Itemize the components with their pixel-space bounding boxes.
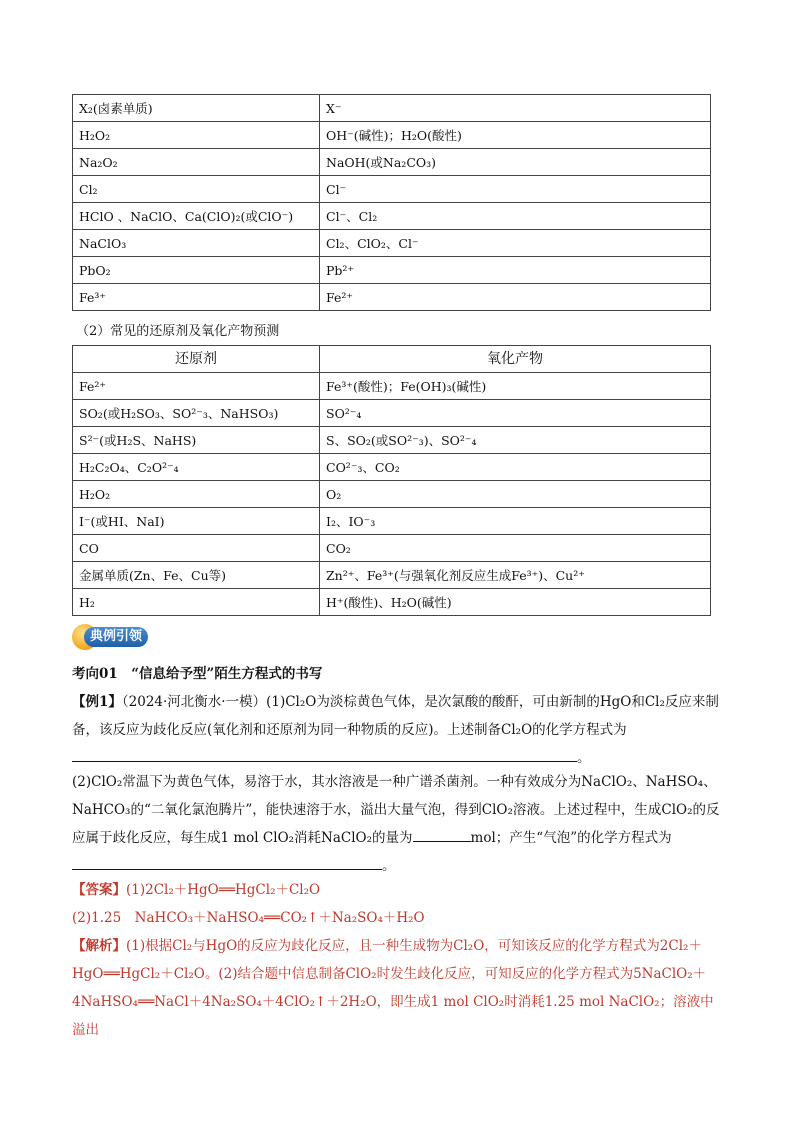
punct: 。 [382, 858, 396, 874]
table-cell-product: Fe³⁺(酸性)；Fe(OH)₃(碱性) [320, 373, 711, 400]
table-cell-reactant: CO [73, 535, 320, 562]
table-cell-reactant: X₂(卤素单质) [73, 95, 320, 122]
table-cell-reactant: Fe²⁺ [73, 373, 320, 400]
header-reductant: 还原剂 [73, 346, 320, 373]
table-cell-product: Pb²⁺ [320, 257, 711, 284]
table-cell-reactant: Cl₂ [73, 176, 320, 203]
table-row [73, 508, 711, 535]
table-cell-product: S、SO₂(或SO²⁻₃)、SO²⁻₄ [320, 427, 711, 454]
table-cell-product: Cl⁻、Cl₂ [320, 203, 711, 230]
table-cell-product: Fe²⁺ [320, 284, 711, 311]
answer-line-2: (2)1.25 NaHCO₃＋NaHSO₄══CO₂↑＋Na₂SO₄＋H₂O [72, 910, 425, 926]
example-source: （2024·河北衡水·一模） [121, 694, 267, 710]
table-cell-reactant: I⁻(或HI、NaI) [73, 508, 320, 535]
table-cell-reactant: NaClO₃ [73, 230, 320, 257]
topic-title: “信息给予型”陌生方程式的书写 [131, 666, 323, 682]
table-row [73, 373, 711, 400]
header-oxidation-product: 氧化产物 [320, 346, 711, 373]
example-question-part2 [72, 768, 722, 880]
answer-text-1: (1)2Cl₂＋HgO══HgCl₂＋Cl₂O [126, 882, 321, 898]
analysis-text: (1)根据Cl₂与HgO的反应为歧化反应，且一种生成物为Cl₂O，可知该反应的化学方程式为2Cl₂＋HgO══HgCl₂＋Cl₂O。(2)结合题中信息制备ClO₂时发生歧化反应，可知反应的化学方程式为5NaClO₂＋4NaHSO₄══NaCl＋4Na₂SO₄＋4ClO₂↑＋2H₂O，即生成1 mol ClO₂时消耗1.25 mol NaClO₂；溶液中溢出 [72, 938, 714, 1038]
example-tag: 【例1】 [72, 694, 122, 710]
table-cell-reactant: H₂O₂ [73, 481, 320, 508]
table-cell-reactant: H₂C₂O₄、C₂O²⁻₄ [73, 454, 320, 481]
question-part1-text: (1)Cl₂O为淡棕黄色气体，是次氯酸的酸酐，可由新制的HgO和Cl₂反应来制备，该反应为歧化反应(氧化剂和还原剂为同一种物质的反应)。上述制备Cl₂O的化学方程式为 [72, 694, 719, 738]
table-cell-product: CO₂ [320, 535, 711, 562]
question-part2-text: (2)ClO₂常温下为黄色气体，易溶于水，其水溶液是一种广谱杀菌剂。一种有效成分为NaClO₂、NaHSO₄、NaHCO₃的“二氧化氯泡腾片”，能快速溶于水，溢出大量气泡，得到ClO₂溶液。上述过程中，生成ClO₂的反应属于歧化反应，每生成1 mol ClO₂消耗NaClO₂的量为 [72, 774, 720, 846]
analysis-paragraph [72, 932, 722, 1044]
table-row [73, 257, 711, 284]
table-row [73, 562, 711, 589]
table-cell-reactant: HClO 、NaClO、Ca(ClO)₂(或ClO⁻) [73, 203, 320, 230]
question-part2-mid: mol；产生“气泡”的化学方程式为 [470, 830, 672, 846]
table-cell-reactant: PbO₂ [73, 257, 320, 284]
section-heading: （2）常见的还原剂及氧化产物预测 [76, 324, 280, 339]
table-cell-reactant: H₂ [73, 589, 320, 616]
analysis-tag: 【解析】 [72, 938, 126, 954]
table-row [73, 535, 711, 562]
table-cell-product: OH⁻(碱性)；H₂O(酸性) [320, 122, 711, 149]
table-cell-reactant: H₂O₂ [73, 122, 320, 149]
topic-label: 考向01 [72, 666, 118, 682]
example-badge [72, 624, 152, 650]
table-cell-reactant: S²⁻(或H₂S、NaHS) [73, 427, 320, 454]
table-cell-reactant: Fe³⁺ [73, 284, 320, 311]
answer-blank-2[interactable] [413, 827, 471, 842]
table-row [73, 95, 711, 122]
table-cell-reactant: SO₂(或H₂SO₃、SO²⁻₃、NaHSO₃) [73, 400, 320, 427]
answer-line-1 [72, 876, 722, 904]
table-row [73, 122, 711, 149]
table-cell-product: NaOH(或Na₂CO₃) [320, 149, 711, 176]
table-row [73, 589, 711, 616]
table-header-row [73, 346, 711, 373]
table-row [73, 149, 711, 176]
table-row [73, 454, 711, 481]
table-row [73, 176, 711, 203]
table-row [73, 481, 711, 508]
table-cell-product: CO²⁻₃、CO₂ [320, 454, 711, 481]
table-cell-product: O₂ [320, 481, 711, 508]
table-row [73, 230, 711, 257]
table-cell-product: SO²⁻₄ [320, 400, 711, 427]
answer-blank-3[interactable] [72, 855, 382, 870]
table-cell-product: I₂、IO⁻₃ [320, 508, 711, 535]
table-cell-reactant: 金属单质(Zn、Fe、Cu等) [73, 562, 320, 589]
punct: 。 [577, 750, 591, 766]
table-cell-product: Zn²⁺、Fe³⁺(与强氧化剂反应生成Fe³⁺)、Cu²⁺ [320, 562, 711, 589]
table-row [73, 203, 711, 230]
answer-tag: 【答案】 [72, 882, 126, 898]
reductant-product-table [72, 345, 711, 616]
table-cell-reactant: Na₂O₂ [73, 149, 320, 176]
table-cell-product: Cl₂、ClO₂、Cl⁻ [320, 230, 711, 257]
table-cell-product: X⁻ [320, 95, 711, 122]
topic-heading [72, 660, 722, 688]
example-question-part1 [72, 688, 722, 772]
table-row [73, 400, 711, 427]
table-cell-product: H⁺(酸性)、H₂O(碱性) [320, 589, 711, 616]
table-cell-product: Cl⁻ [320, 176, 711, 203]
answer-blank-1[interactable] [72, 747, 577, 762]
oxidant-product-table [72, 94, 711, 311]
table-row [73, 427, 711, 454]
table-row [73, 284, 711, 311]
badge-label: 典例引领 [84, 627, 148, 647]
